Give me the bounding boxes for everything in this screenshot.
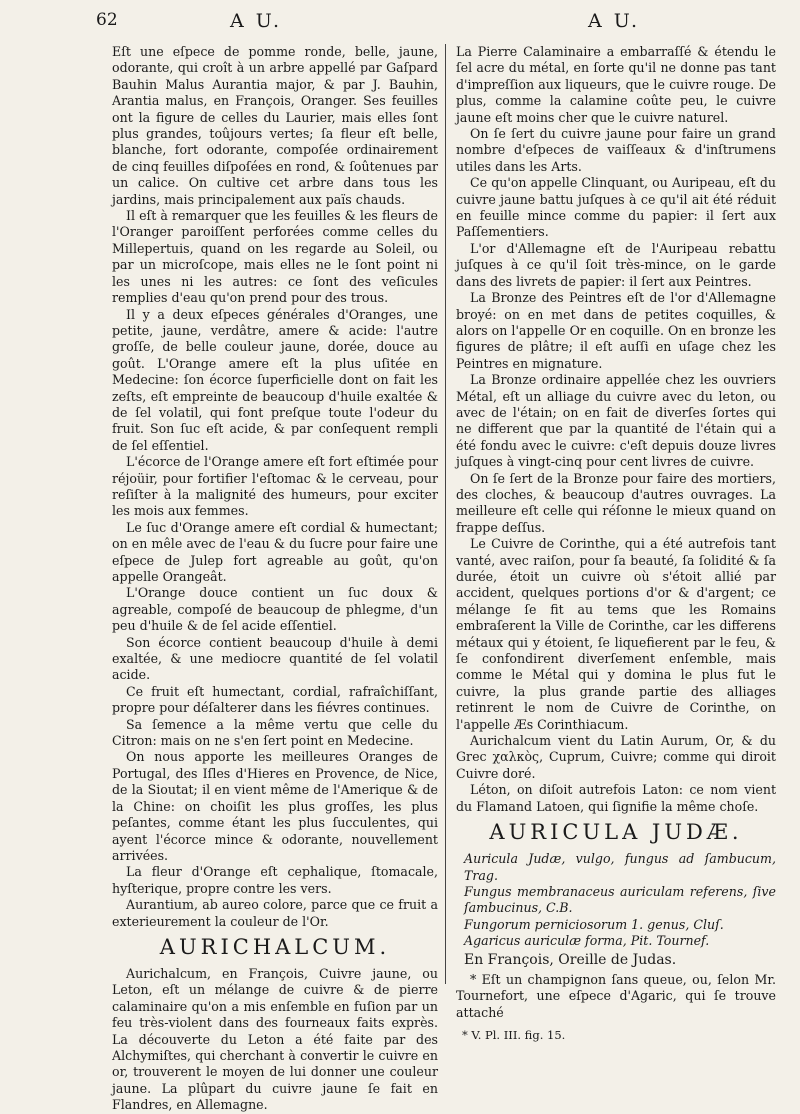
paragraph: Son écorce contient beaucoup d'huile à demi exaltée, & une mediocre quantité de ſel volatil acide. (112, 634, 438, 683)
paragraph: L'or d'Allemagne eſt de l'Auripeau rebattu juſques à ce qu'il ſoit très-mince, on le garde dans des livrets de papier: il ſert aux Peintres. (456, 240, 776, 289)
paragraph: On ſe ſert de la Bronze pour faire des mortiers, des cloches, & beaucoup d'autres ouvrages. La meilleure eſt celle qui réſonne le mieux quand on frappe deſſus. (456, 470, 776, 535)
paragraph: * Eſt un champignon ſans queue, ou, ſelon Mr. Tournefort, une eſpece d'Agaric, qui ſe trouve attaché (456, 971, 776, 1020)
paragraph: Ce fruit eſt humectant, cordial, rafraîchiſſant, propre pour déſalterer dans les fiévres continues. (112, 683, 438, 716)
paragraph: La fleur d'Orange eſt cephalique, ſtomacale, hyſterique, propre contre les vers. (112, 864, 438, 896)
paragraph: La Pierre Calaminaire a embarraſſé & étendu le ſel acre du métal, en ſorte qu'il ne donne pas tant d'impreſſion aux liqueurs, que le cuivre rouge. De plus, comme la calamine coûte peu, le cuivre jaune eſt moins cher que le cuivre naturel. (456, 44, 776, 125)
paragraph: La Bronze ordinaire appellée chez les ouvriers Métal, eſt un alliage du cuivre avec du leton, ou avec de l'étain; on en fait de diverſes ſortes qui ne different que par la quantité de l'étain qui a été fondu avec le cuivre: c'eſt depuis douze livres juſques à vingt-cinq pour cent livres de cuivre. (456, 372, 776, 470)
paragraph: Aurantium, ab aureo colore, parce que ce fruit a exterieurement la couleur de l'Or. (112, 897, 438, 929)
page-number: 62 (96, 10, 118, 30)
paragraph: Ce qu'on appelle Clinquant, ou Auripeau, eſt du cuivre jaune battu juſques à ce qu'il ait été réduit en feuille mince comme du papier: il ſert aux Paſſementiers. (456, 175, 776, 240)
footnote: * V. Pl. III. fig. 15. (462, 1028, 566, 1043)
synonym-line: Fungus membranaceus auriculam referens, ſive ſambucinus, C.B. (464, 883, 776, 916)
running-head-left: A U. (230, 10, 283, 32)
synonym-line: Fungorum perniciosorum 1. genus, Cluſ. (464, 916, 724, 932)
synonym-line: Agaricus auriculæ forma, Pit. Tournef. (464, 933, 710, 949)
paragraph: Léton, on diſoit autrefois Laton: ce nom vient du Flamand Latoen, qui ſignifie la même choſe. (456, 782, 776, 814)
french-name: En François, Oreille de Judas. (464, 951, 677, 968)
paragraph: Le Cuivre de Corinthe, qui a été autrefois tant vanté, avec raiſon, pour ſa beauté, ſa ſolidité & ſa durée, étoit un cuivre où s'étoit allié par accident, quelques portions d'or & d'argent; ce mélange ſe fit au tems que les Romains embraſerent la Ville de Corinthe, car les differens métaux qui y étoient, ſe liquefierent par le feu, & ſe confondirent diverſement enſemble, mais comme le Métal qui y domina le plus fut le cuivre, la plus grande partie des alliages retinrent le nom de Cuivre de Corinthe, on l'appelle Æs Corinthiacum. (456, 536, 776, 732)
paragraph: Eſt une eſpece de pomme ronde, belle, jaune, odorante, qui croît à un arbre appellé par Gaſpard Bauhin Malus Aurantia major, & par J. Bauhin, Arantia malus, en François, Oranger. Ses feuilles ont la figure de celles du Laurier, mais elles ſont plus grandes, toûjours vertes; ſa fleur eſt belle, blanche, fort odorante, compoſée ordinairement de cinq feuilles diſpoſées en rond, & ſoûtenues par un calice. On cultive cet arbre dans tous les jardins, mais principalement aux païs chauds. (112, 44, 438, 207)
section-title-auricula-judae: AURICULA JUDÆ. (489, 820, 743, 845)
section-title-aurichalcum: AURICHALCUM. (159, 934, 391, 959)
paragraph: Il y a deux eſpeces générales d'Oranges, une petite, jaune, verdâtre, amere & acide: l'autre groſſe, de belle couleur jaune, dorée, douce au goût. L'Orange amere eſt la plus uſitée en Medecine: ſon écorce ſuperficielle dont on fait les zeſts, eſt empreinte de beaucoup d'huile exaltée & de ſel volatil, qui font preſque toute l'odeur du fruit. Son ſuc eſt acide, & par conſequent rempli de ſel eſſentiel. (112, 306, 438, 453)
paragraph: L'écorce de l'Orange amere eſt fort eſtimée pour réjoüir, pour fortifier l'eſtomac & le cerveau, pour reſiſter à la malignité des humeurs, pour exciter les mois aux femmes. (112, 454, 438, 519)
paragraph: Le ſuc d'Orange amere eſt cordial & humectant; on en mêle avec de l'eau & du ſucre pour faire une eſpece de Julep fort agreable au goût, qu'on appelle Orangeât. (112, 519, 438, 584)
paragraph: On ſe ſert du cuivre jaune pour faire un grand nombre d'eſpeces de vaiſſeaux & d'inſtrumens utiles dans les Arts. (456, 126, 776, 174)
right-column (456, 44, 776, 1044)
paragraph: Il eſt à remarquer que les feuilles & les fleurs de l'Oranger paroiſſent perforées comme celles du Millepertuis, quand on les regarde au Soleil, ou par un microſcope, mais elles ne le ſont point ni les unes ni les autres: ce ſont des veſicules remplies d'eau qu'on prend pour des trous. (112, 208, 438, 306)
paragraph: Aurichalcum, en François, Cuivre jaune, ou Leton, eſt un mélange de cuivre & de pierre calaminaire qu'on a mis enſemble en fuſion par un feu très-violent dans des fourneaux faits exprès. La découverte du Leton a été faite par des Alchymiſtes, qui cherchant à convertir le cuivre en or, trouverent le moyen de lui donner une couleur jaune. La plûpart du cuivre jaune ſe fait en Flandres, en Allemagne. (112, 965, 438, 1113)
running-head-right: A U. (588, 10, 641, 32)
paragraph: Sa ſemence a la même vertu que celle du Citron: mais on ne s'en ſert point en Medecine. (112, 716, 438, 749)
synonym-line: Auricula Judæ, vulgo, fungus ad ſambucum, Trag. (464, 851, 776, 883)
paragraph: Aurichalcum vient du Latin Aurum, Or, & du Grec χαλκὸς, Cuprum, Cuivre; comme qui diroit Cuivre doré. (456, 733, 776, 781)
left-column (112, 44, 438, 1114)
column-divider (445, 44, 446, 984)
paragraph: L'Orange douce contient un ſuc doux & agreable, compoſé de beaucoup de phlegme, d'un peu d'huile & de ſel acide eſſentiel. (112, 585, 438, 634)
paragraph: La Bronze des Peintres eſt de l'or d'Allemagne broyé: on en met dans de petites coquilles, & alors on l'appelle Or en coquille. On en bronze les figures de plâtre; il eſt auſſi en uſage chez les Peintres en mignature. (456, 290, 776, 371)
paragraph: On nous apporte les meilleures Oranges de Portugal, des Iſles d'Hieres en Provence, de Nice, de la Sioutat; il en vient même de l'Amerique & de la Chine: on choiſit les plus groſſes, les plus peſantes, comme étant les plus ſucculentes, qui ayent l'écorce mince & odorante, nouvellement arrivées. (112, 749, 438, 863)
page-header (0, 10, 800, 36)
